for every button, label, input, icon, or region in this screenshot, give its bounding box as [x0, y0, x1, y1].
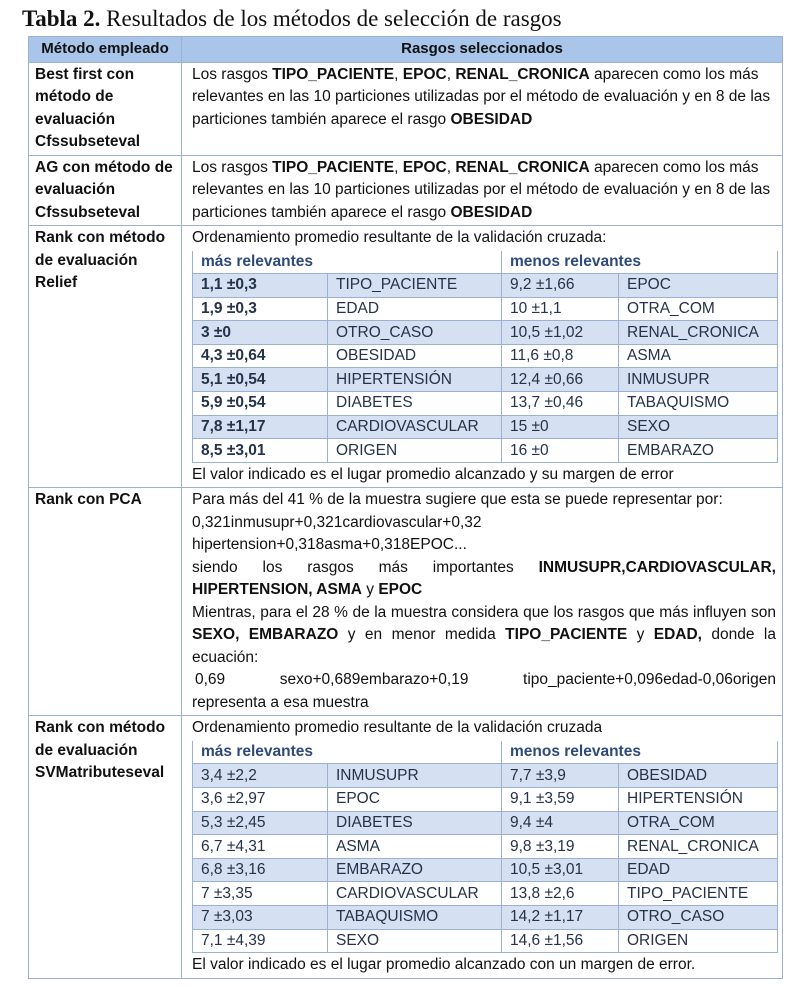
rank-value-more: 3,4 ±2,2: [193, 764, 328, 788]
equation-part: sexo+0,689embarazo+0,19: [279, 671, 469, 689]
text: Los rasgos: [192, 158, 273, 176]
method-cell: [29, 488, 182, 716]
ranking-table-svm: [192, 741, 778, 953]
rank-value-more: 8,5 ±3,01: [193, 439, 328, 463]
feature-more: DIABETES: [328, 392, 502, 416]
feature-less: EDAD: [619, 858, 778, 882]
pca-paragraph: Para más del 41 % de la muestra sugiere que esta se puede representar por:: [192, 491, 723, 509]
ranking-row: [193, 788, 778, 812]
method-cell: [29, 226, 182, 488]
feature-more: INMUSUPR: [328, 764, 502, 788]
feature-less: ORIGEN: [619, 929, 778, 953]
pca-paragraph: [192, 602, 776, 670]
method-line: Cfssubseteval: [35, 203, 141, 221]
rank-value-more: 7,8 ±1,17: [193, 415, 328, 439]
method-cell: [29, 62, 182, 155]
description-cell: [182, 716, 783, 978]
rank-value-less: 10 ±1,1: [502, 297, 619, 321]
ranking-row: [193, 835, 778, 859]
feature-more: ORIGEN: [328, 439, 502, 463]
rank-value-more: 5,1 ±0,54: [193, 368, 328, 392]
feature-more: EDAD: [328, 297, 502, 321]
intro-text: Ordenamiento promedio resultante de la validación cruzada: [192, 719, 603, 737]
method-line: método de: [35, 88, 114, 105]
header-method: Método empleado: [29, 37, 182, 63]
ranking-row: [193, 882, 778, 906]
ranking-row: [193, 321, 778, 345]
col-more-relevant: más relevantes: [193, 251, 502, 274]
rank-value-less: 9,1 ±3,59: [502, 788, 619, 812]
table-caption: [22, 6, 562, 32]
feature-less: RENAL_CRONICA: [619, 835, 778, 859]
rank-value-more: 7 ±3,35: [193, 882, 328, 906]
feature-more: ASMA: [328, 835, 502, 859]
rank-value-less: 10,5 ±1,02: [502, 321, 619, 345]
feature-bold: EPOC: [402, 65, 447, 83]
ranking-row: [193, 274, 778, 298]
description-cell: [182, 155, 783, 226]
description-cell: [182, 62, 783, 155]
feature-more: EPOC: [328, 788, 502, 812]
feature-bold: TIPO_PACIENTE: [505, 626, 628, 644]
feature-less: SEXO: [619, 415, 778, 439]
col-more-relevant: más relevantes: [193, 741, 502, 764]
description-cell: [182, 226, 783, 488]
text: ,: [446, 65, 456, 83]
feature-less: RENAL_CRONICA: [619, 321, 778, 345]
feature-less: ASMA: [619, 344, 778, 368]
feature-more: HIPERTENSIÓN: [328, 368, 502, 392]
method-line: de evaluación: [35, 251, 138, 269]
feature-less: OTRA_COM: [619, 811, 778, 835]
note-text: El valor indicado es el lugar promedio alcanzado con un margen de error.: [192, 956, 696, 974]
rank-value-less: 12,4 ±0,66: [502, 368, 619, 392]
method-line: Rank con PCA: [35, 491, 142, 509]
header-row: [29, 37, 783, 63]
method-cell: [29, 155, 182, 226]
ranking-header: [193, 741, 778, 764]
text: ,: [394, 158, 403, 176]
ranking-row: [193, 858, 778, 882]
col-less-relevant: menos relevantes: [502, 251, 778, 274]
method-cell: [29, 716, 182, 978]
method-line: evaluación: [35, 181, 116, 198]
ranking-row: [193, 764, 778, 788]
rank-value-less: 9,8 ±3,19: [502, 835, 619, 859]
equation-line: 0,321inmusupr+0,321cardiovascular+0,32: [192, 513, 482, 531]
method-line: SVMatributeseval: [35, 764, 165, 782]
text: y en menor medida: [338, 626, 506, 644]
feature-bold: TIPO_PACIENTE: [272, 65, 395, 83]
ranking-row: [193, 297, 778, 321]
rank-value-less: 13,8 ±2,6: [502, 882, 619, 906]
equation-part: tipo_paciente+0,096edad-0,06origen: [523, 671, 776, 689]
svm-rows: [193, 764, 778, 953]
method-line: de evaluación: [35, 741, 138, 759]
rank-value-less: 9,2 ±1,66: [502, 274, 619, 298]
feature-more: DIABETES: [328, 811, 502, 835]
feature-less: HIPERTENSIÓN: [619, 788, 778, 812]
row-ag: [29, 155, 783, 226]
description-cell: [182, 488, 783, 716]
ranking-row: [193, 811, 778, 835]
text: Los rasgos: [192, 65, 273, 83]
text: aparecen como los más relevantes en las 10 particiones utilizadas por el método de evaluación y en 8 de las particiones también aparece el rasgo: [192, 65, 771, 128]
feature-bold: EDAD,: [653, 626, 702, 644]
note-text: El valor indicado es el lugar promedio alcanzado y su margen de error: [192, 465, 674, 483]
feature-less: OTRO_CASO: [619, 906, 778, 930]
ranking-row: [193, 344, 778, 368]
feature-less: TABAQUISMO: [619, 392, 778, 416]
rank-value-less: 10,5 ±3,01: [502, 858, 619, 882]
ranking-row: [193, 929, 778, 953]
method-line: Rank con método: [35, 229, 166, 246]
equation-line: [192, 669, 776, 692]
feature-more: CARDIOVASCULAR: [328, 882, 502, 906]
ranking-row: [193, 415, 778, 439]
feature-more: SEXO: [328, 929, 502, 953]
header-features: Rasgos seleccionados: [182, 37, 783, 63]
feature-less: TIPO_PACIENTE: [619, 882, 778, 906]
feature-bold: SEXO, EMBARAZO: [192, 626, 339, 644]
feature-more: TIPO_PACIENTE: [328, 274, 502, 298]
rank-value-more: 1,9 ±0,3: [193, 297, 328, 321]
method-line: Best first con: [35, 65, 135, 83]
results-table: [28, 36, 783, 979]
rank-value-less: 7,7 ±3,9: [502, 764, 619, 788]
method-line: evaluación: [35, 110, 116, 128]
method-line: Rank con método: [35, 719, 166, 737]
pca-paragraph: [192, 557, 776, 602]
relief-rows: [193, 274, 778, 463]
rank-value-more: 7 ±3,03: [193, 906, 328, 930]
rank-value-less: 9,4 ±4: [502, 811, 619, 835]
ranking-table-relief: [192, 251, 778, 463]
feature-more: OTRO_CASO: [328, 321, 502, 345]
feature-more: CARDIOVASCULAR: [328, 415, 502, 439]
pca-paragraph: representa a esa muestra: [192, 693, 369, 711]
ranking-row: [193, 368, 778, 392]
intro-text: Ordenamiento promedio resultante de la validación cruzada:: [192, 229, 607, 246]
feature-more: EMBARAZO: [328, 858, 502, 882]
feature-less: INMUSUPR: [619, 368, 778, 392]
text: Mientras, para el 28 % de la muestra considera que los rasgos que más influyen son: [192, 603, 776, 621]
feature-less: OBESIDAD: [619, 764, 778, 788]
ranking-row: [193, 439, 778, 463]
col-less-relevant: menos relevantes: [502, 741, 778, 764]
row-best-first: [29, 62, 783, 155]
method-line: AG con método de: [35, 158, 173, 176]
ranking-row: [193, 392, 778, 416]
rank-value-less: 11,6 ±0,8: [502, 344, 619, 368]
feature-bold: EPOC: [378, 581, 423, 599]
text: donde la ecuación:: [192, 626, 776, 666]
rank-value-less: 14,6 ±1,56: [502, 929, 619, 953]
rank-value-less: 13,7 ±0,46: [502, 392, 619, 416]
text: aparecen como los más relevantes en las 10 particiones utilizadas por el método de evaluación y en 8 de las particiones también aparece el rasgo: [192, 158, 771, 221]
rank-value-more: 7,1 ±4,39: [193, 929, 328, 953]
rank-value-less: 14,2 ±1,17: [502, 906, 619, 930]
table-number: Tabla 2.: [22, 6, 101, 31]
rank-value-more: 5,3 ±2,45: [193, 811, 328, 835]
feature-bold: INMUSUPR,CARDIOVASCULAR, HIPERTENSION, ASMA: [192, 558, 776, 599]
text: y: [361, 581, 379, 599]
text: y: [627, 626, 654, 644]
ranking-header: [193, 251, 778, 274]
rank-value-less: 16 ±0: [502, 439, 619, 463]
feature-bold: OBESIDAD: [450, 203, 533, 221]
method-line: Relief: [35, 274, 78, 291]
rank-value-less: 15 ±0: [502, 415, 619, 439]
rank-value-more: 4,3 ±0,64: [193, 344, 328, 368]
equation-part: 0,69: [195, 671, 226, 689]
feature-bold: OBESIDAD: [450, 110, 533, 128]
ranking-row: [193, 906, 778, 930]
feature-bold: TIPO_PACIENTE: [272, 158, 395, 176]
rank-value-more: 5,9 ±0,54: [193, 392, 328, 416]
method-line: Cfssubseteval: [35, 133, 141, 150]
row-svm: [29, 716, 783, 978]
rank-value-more: 6,8 ±3,16: [193, 858, 328, 882]
text: siendo los rasgos más importantes: [192, 558, 539, 576]
feature-bold: RENAL_CRONICA: [455, 65, 590, 83]
rank-value-more: 3,6 ±2,97: [193, 788, 328, 812]
equation-line: hipertension+0,318asma+0,318EPOC...: [192, 536, 467, 554]
table-title: Resultados de los métodos de selección de rasgos: [106, 6, 562, 31]
text: ,: [446, 158, 456, 176]
text: ,: [394, 65, 403, 83]
rank-value-more: 6,7 ±4,31: [193, 835, 328, 859]
rank-value-more: 1,1 ±0,3: [193, 274, 328, 298]
row-pca: [29, 488, 783, 716]
feature-less: OTRA_COM: [619, 297, 778, 321]
feature-more: OBESIDAD: [328, 344, 502, 368]
row-relief: [29, 226, 783, 488]
feature-less: EPOC: [619, 274, 778, 298]
rank-value-more: 3 ±0: [193, 321, 328, 345]
feature-bold: RENAL_CRONICA: [455, 158, 590, 176]
feature-less: EMBARAZO: [619, 439, 778, 463]
feature-bold: EPOC: [402, 158, 447, 176]
feature-more: TABAQUISMO: [328, 906, 502, 930]
